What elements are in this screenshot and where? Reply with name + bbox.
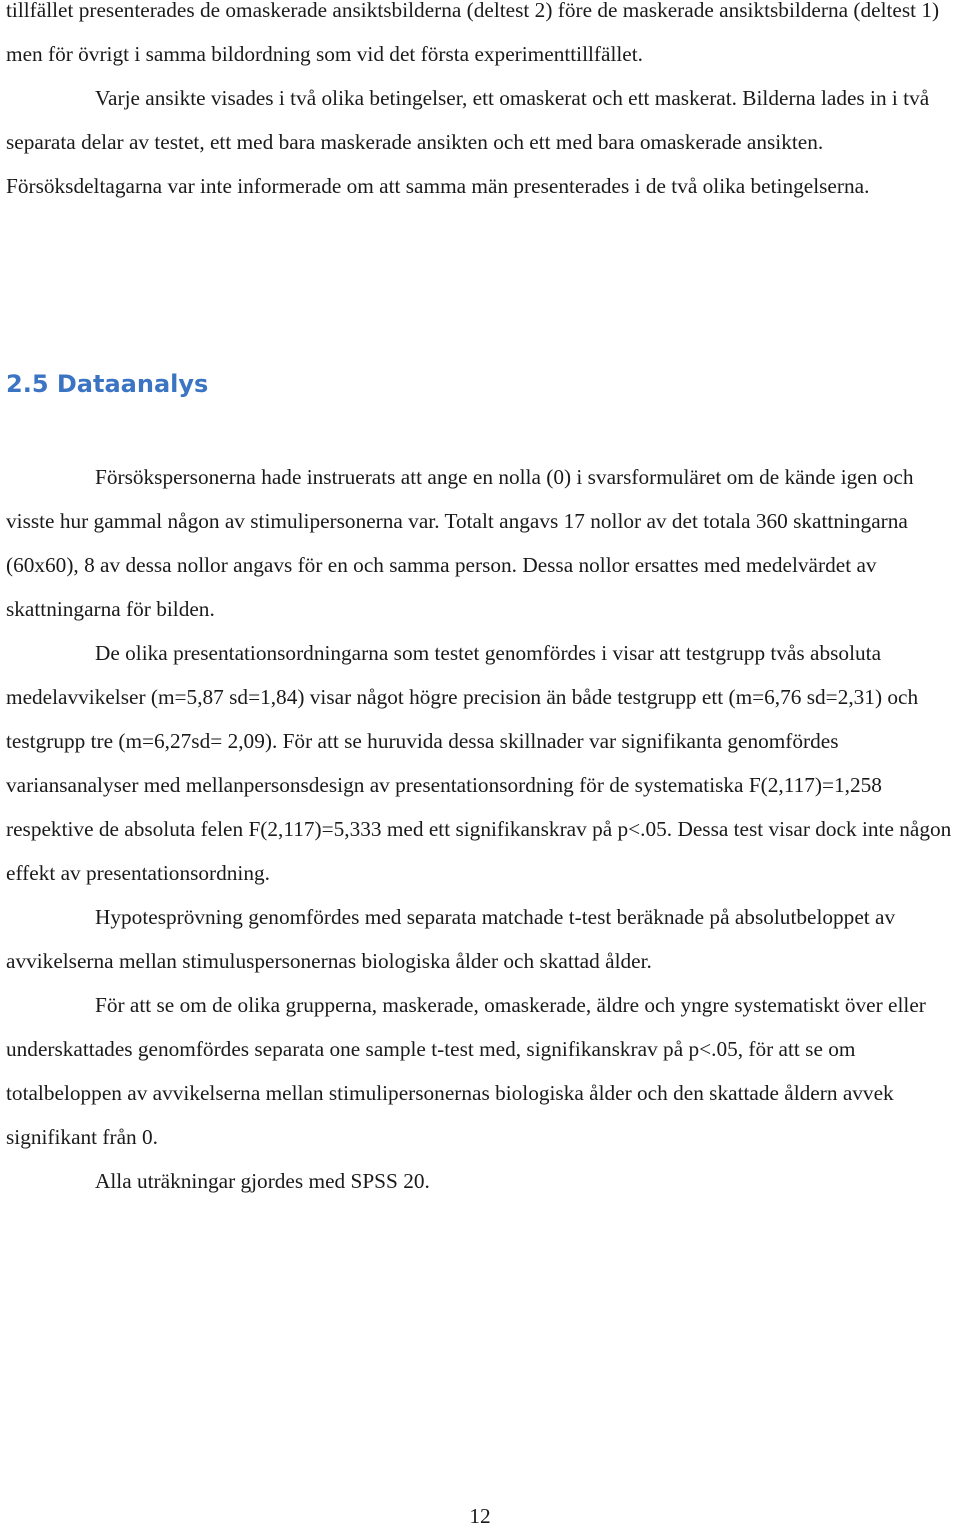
section-text-block: [6, 455, 958, 1203]
intro-text-block: [6, 0, 956, 208]
paragraph-zero-responses: Försökspersonerna hade instruerats att ange en nolla (0) i svarsformuläret om de kände igen och visste hur gammal någon av stimulipersonerna var. Totalt angavs 17 nollor av det totala 360 skattningarna (60x60), 8 av dessa nollor angavs för en och samma person. Dessa nollor ersattes med medelvärdet av skattningarna för bilden.: [6, 465, 914, 621]
paragraph-hypothesis-testing: Hypotesprövning genomfördes med separata matchade t-test beräknade på absolutbeloppet av avvikelserna mellan stimuluspersonernas biologiska ålder och skattad ålder.: [6, 905, 896, 973]
paragraph-continuation: tillfället presenterades de omaskerade ansiktsbilderna (deltest 2) före de maskerade ansiktsbilderna (deltest 1) men för övrigt i samma bildordning som vid det första experimenttillfället.: [6, 0, 940, 66]
paragraph-conditions: Varje ansikte visades i två olika betingelser, ett omaskerat och ett maskerat. Bilderna lades in i två separata delar av testet, ett med bara maskerade ansikten och ett med bara omaskerade ansikten. Försöksdeltagarna var inte informerade om att samma män presenterades i de två olika betingelserna.: [6, 86, 930, 198]
paragraph-presentation-order: De olika presentationsordningarna som testet genomfördes i visar att testgrupp tvås absoluta medelavvikelser (m=5,87 sd=1,84) visar något högre precision än både testgrupp ett (m=6,76 sd=2,31) och testgrupp tre (m=6,27sd= 2,09). För att se huruvida dessa skillnader var signifikanta genomfördes variansanalyser med mellanpersonsdesign av presentationsordning för de systematiska F(2,117)=1,258 respektive de absoluta felen F(2,117)=5,333 med ett signifikanskrav på p<.05. Dessa test visar dock inte någon effekt av presentationsordning.: [6, 641, 952, 885]
section-heading: 2.5 Dataanalys: [6, 370, 209, 398]
page-number: 12: [469, 1504, 491, 1528]
paragraph-one-sample-tests: För att se om de olika grupperna, maskerade, omaskerade, äldre och yngre systematiskt över eller underskattades genomfördes separata one sample t-test med, signifikanskrav på p<.05, för att se om totalbeloppen av avvikelserna mellan stimulipersonernas biologiska ålder och den skattade åldern avvek signifikant från 0.: [6, 993, 926, 1149]
paragraph-spss: Alla uträkningar gjordes med SPSS 20.: [95, 1169, 430, 1193]
